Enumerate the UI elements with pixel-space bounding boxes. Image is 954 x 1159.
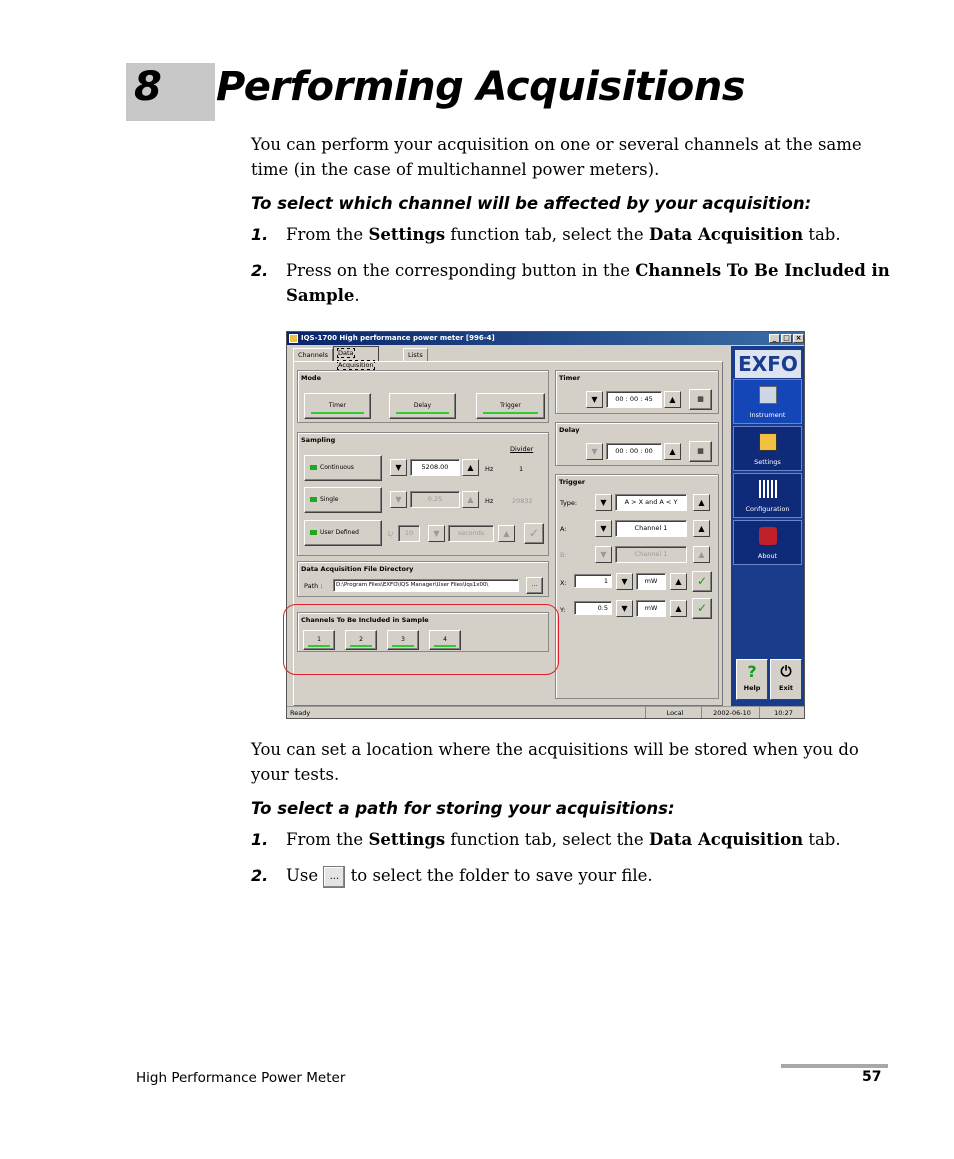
timer-keypad-button[interactable] xyxy=(689,389,712,410)
timer-title: Timer xyxy=(559,374,581,382)
browse-button[interactable]: ... xyxy=(526,577,543,594)
procedure2-step1-text: From the Settings function tab, select the Data Acquisition tab. xyxy=(286,830,841,849)
divider-value: 1 xyxy=(519,465,524,473)
app-icon xyxy=(289,334,298,343)
trigger-type-label: Type: xyxy=(560,499,578,507)
tab-data-acquisition[interactable]: Data Acquisition xyxy=(333,346,379,361)
trigger-b-label: B: xyxy=(560,551,567,559)
single-rate-field[interactable]: 0.25 xyxy=(410,491,460,508)
trigger-a-down-arrow[interactable]: ▼ xyxy=(595,520,612,537)
mode-title: Mode xyxy=(301,374,321,382)
procedure1-step2-text: Press on the corresponding button in the Channels To Be Included in Sample. xyxy=(286,261,890,305)
footer-title: High Performance Power Meter xyxy=(136,1070,346,1086)
page-number: 57 xyxy=(862,1069,882,1085)
continuous-unit: Hz xyxy=(485,465,494,473)
help-button[interactable] xyxy=(736,659,768,700)
sampling-group xyxy=(297,432,549,556)
procedure1-step2-number: 2. xyxy=(251,261,269,280)
status-ready: Ready xyxy=(290,709,311,717)
trigger-type-down-arrow[interactable]: ▼ xyxy=(595,494,612,511)
footer-rule xyxy=(781,1064,888,1068)
chapter-number: 8 xyxy=(134,64,162,110)
continuous-down-arrow[interactable]: ▼ xyxy=(390,459,407,476)
user-defined-down-arrow[interactable]: ▼ xyxy=(428,525,445,542)
exit-button[interactable] xyxy=(770,659,802,700)
configuration-icon xyxy=(759,480,777,498)
help-label: Help xyxy=(743,684,761,692)
continuous-up-arrow[interactable]: ▲ xyxy=(462,459,479,476)
delay-group xyxy=(555,422,719,466)
checkmark-icon: ✓ xyxy=(528,526,540,540)
trigger-y-label: Y: xyxy=(560,606,566,614)
power-icon: ⏻ xyxy=(780,664,792,680)
trigger-x-unit-field[interactable]: mW xyxy=(636,573,666,590)
keypad-icon: ▦ xyxy=(697,395,704,403)
trigger-a-label: A: xyxy=(560,525,567,533)
channels-title: Channels To Be Included in Sample xyxy=(301,616,429,624)
browse-button-illustration: ... xyxy=(323,866,345,888)
status-time: 10:27 xyxy=(759,707,804,719)
trigger-y-apply-button[interactable] xyxy=(692,598,712,619)
minimize-icon[interactable]: _ xyxy=(769,334,780,343)
tab-channels[interactable]: Channels xyxy=(293,348,333,361)
sidebar-item-label: Instrument xyxy=(749,411,786,419)
trigger-x-down-arrow[interactable]: ▼ xyxy=(616,573,633,590)
intro-paragraph: You can perform your acquisition on one or several channels at the same time (in the case of multichannel power meters). xyxy=(251,135,862,179)
file-directory-group xyxy=(297,561,549,597)
sidebar-item-label: Configuration xyxy=(745,505,790,513)
trigger-a-up-arrow[interactable]: ▲ xyxy=(693,520,710,537)
timer-up-arrow[interactable]: ▲ xyxy=(664,391,681,408)
single-button[interactable]: Single xyxy=(304,487,382,513)
mode-group xyxy=(297,370,549,423)
single-unit: Hz xyxy=(485,497,494,505)
keypad-icon: ▦ xyxy=(697,447,704,455)
trigger-x-label: X: xyxy=(560,579,567,587)
settings-icon xyxy=(759,433,777,451)
trigger-x-apply-button[interactable] xyxy=(692,571,712,592)
delay-value-field[interactable]: 00 : 00 : 00 xyxy=(606,443,662,460)
path-label: Path : xyxy=(304,582,323,590)
procedure1-heading: To select which channel will be affected by your acquisition: xyxy=(251,194,812,213)
highlight-ring xyxy=(283,604,559,675)
delay-keypad-button[interactable] xyxy=(689,441,712,462)
timer-value-field[interactable]: 00 : 00 : 45 xyxy=(606,391,662,408)
sampling-title: Sampling xyxy=(301,436,336,444)
trigger-a-field[interactable]: Channel 1 xyxy=(615,520,687,537)
status-date: 2002-06-10 xyxy=(701,707,759,719)
single-up-arrow[interactable]: ▲ xyxy=(462,491,479,508)
channel-1-button[interactable]: 1 xyxy=(303,630,335,650)
checkmark-icon: ✓ xyxy=(696,601,708,615)
user-defined-prefix: 1/ xyxy=(387,530,394,538)
delay-up-arrow[interactable]: ▲ xyxy=(664,443,681,460)
trigger-y-up-arrow[interactable]: ▲ xyxy=(670,600,687,617)
file-directory-title: Data Acquisition File Directory xyxy=(301,565,414,573)
user-defined-button[interactable]: User Defined xyxy=(304,520,382,546)
divider-label: Divider xyxy=(510,445,534,453)
procedure2-step1-number: 1. xyxy=(251,830,269,849)
checkmark-icon: ✓ xyxy=(696,574,708,588)
sidebar-item-about[interactable] xyxy=(733,520,802,565)
procedure1-step1-number: 1. xyxy=(251,225,269,244)
sidebar-item-configuration[interactable] xyxy=(733,473,802,518)
sidebar-item-settings[interactable] xyxy=(733,426,802,471)
trigger-b-field[interactable]: Channel 1 xyxy=(615,546,687,563)
trigger-group xyxy=(555,474,719,699)
procedure2-step2-number: 2. xyxy=(251,866,269,885)
trigger-y-unit-field[interactable]: mW xyxy=(636,600,666,617)
user-defined-unit-field[interactable]: seconds xyxy=(448,525,494,542)
channel-2-button[interactable]: 2 xyxy=(345,630,377,650)
timer-down-arrow[interactable]: ▼ xyxy=(586,391,603,408)
delay-title: Delay xyxy=(559,426,580,434)
trigger-title: Trigger xyxy=(559,478,586,486)
sidebar-item-label: About xyxy=(757,552,778,560)
continuous-button[interactable]: Continuous xyxy=(304,455,382,481)
storage-paragraph: You can set a location where the acquisitions will be stored when you do your tests. xyxy=(251,740,859,784)
status-bar xyxy=(287,706,804,718)
trigger-y-down-arrow[interactable]: ▼ xyxy=(616,600,633,617)
trigger-x-up-arrow[interactable]: ▲ xyxy=(670,573,687,590)
channel-3-button[interactable]: 3 xyxy=(387,630,419,650)
delay-button[interactable]: Delay xyxy=(389,393,456,419)
trigger-type-up-arrow[interactable]: ▲ xyxy=(693,494,710,511)
status-mode: Local xyxy=(645,707,701,719)
tab-lists[interactable]: Lists xyxy=(403,348,428,361)
continuous-rate-field[interactable]: 5208.00 xyxy=(410,459,460,476)
trigger-type-field[interactable]: A > X and A < Y xyxy=(615,494,687,511)
procedure2-step2-text: Use ... to select the folder to save your file. xyxy=(286,863,896,888)
about-icon xyxy=(759,527,777,545)
trigger-b-down-arrow[interactable]: ▼ xyxy=(595,546,612,563)
channel-4-button[interactable]: 4 xyxy=(429,630,461,650)
maximize-icon[interactable]: □ xyxy=(781,334,792,343)
user-defined-value-field[interactable]: 10 xyxy=(398,525,420,542)
user-defined-apply-button[interactable] xyxy=(524,523,544,544)
trigger-x-field[interactable]: 1 xyxy=(574,574,612,588)
trigger-y-field[interactable]: 0.5 xyxy=(574,601,612,615)
user-defined-up-arrow[interactable]: ▲ xyxy=(498,525,515,542)
trigger-button[interactable]: Trigger xyxy=(476,393,545,419)
trigger-b-up-arrow[interactable]: ▲ xyxy=(693,546,710,563)
exfo-logo: EXFO xyxy=(735,350,801,378)
help-icon: ? xyxy=(747,662,757,681)
single-down-arrow[interactable]: ▼ xyxy=(390,491,407,508)
window-title: IQS-1700 High performance power meter [996-4] xyxy=(301,334,495,342)
chapter-title: Performing Acquisitions xyxy=(216,64,746,110)
path-field[interactable]: D:\Program Files\EXFO\IQS Manager\User Files\Iqs1x00\ xyxy=(333,579,519,592)
sidebar-item-instrument[interactable] xyxy=(733,379,802,424)
window-titlebar xyxy=(287,332,804,345)
close-icon[interactable]: × xyxy=(793,334,804,343)
timer-group xyxy=(555,370,719,414)
timer-button[interactable]: Timer xyxy=(304,393,371,419)
single-divider-value: 20832 xyxy=(512,497,533,505)
sidebar-item-label: Settings xyxy=(754,458,781,466)
procedure1-step1-text: From the Settings function tab, select the Data Acquisition tab. xyxy=(286,225,841,244)
function-sidebar xyxy=(731,346,804,706)
instrument-icon xyxy=(759,386,777,404)
delay-down-arrow[interactable]: ▼ xyxy=(586,443,603,460)
exit-label: Exit xyxy=(779,684,793,692)
procedure2-heading: To select a path for storing your acquisitions: xyxy=(251,799,675,818)
